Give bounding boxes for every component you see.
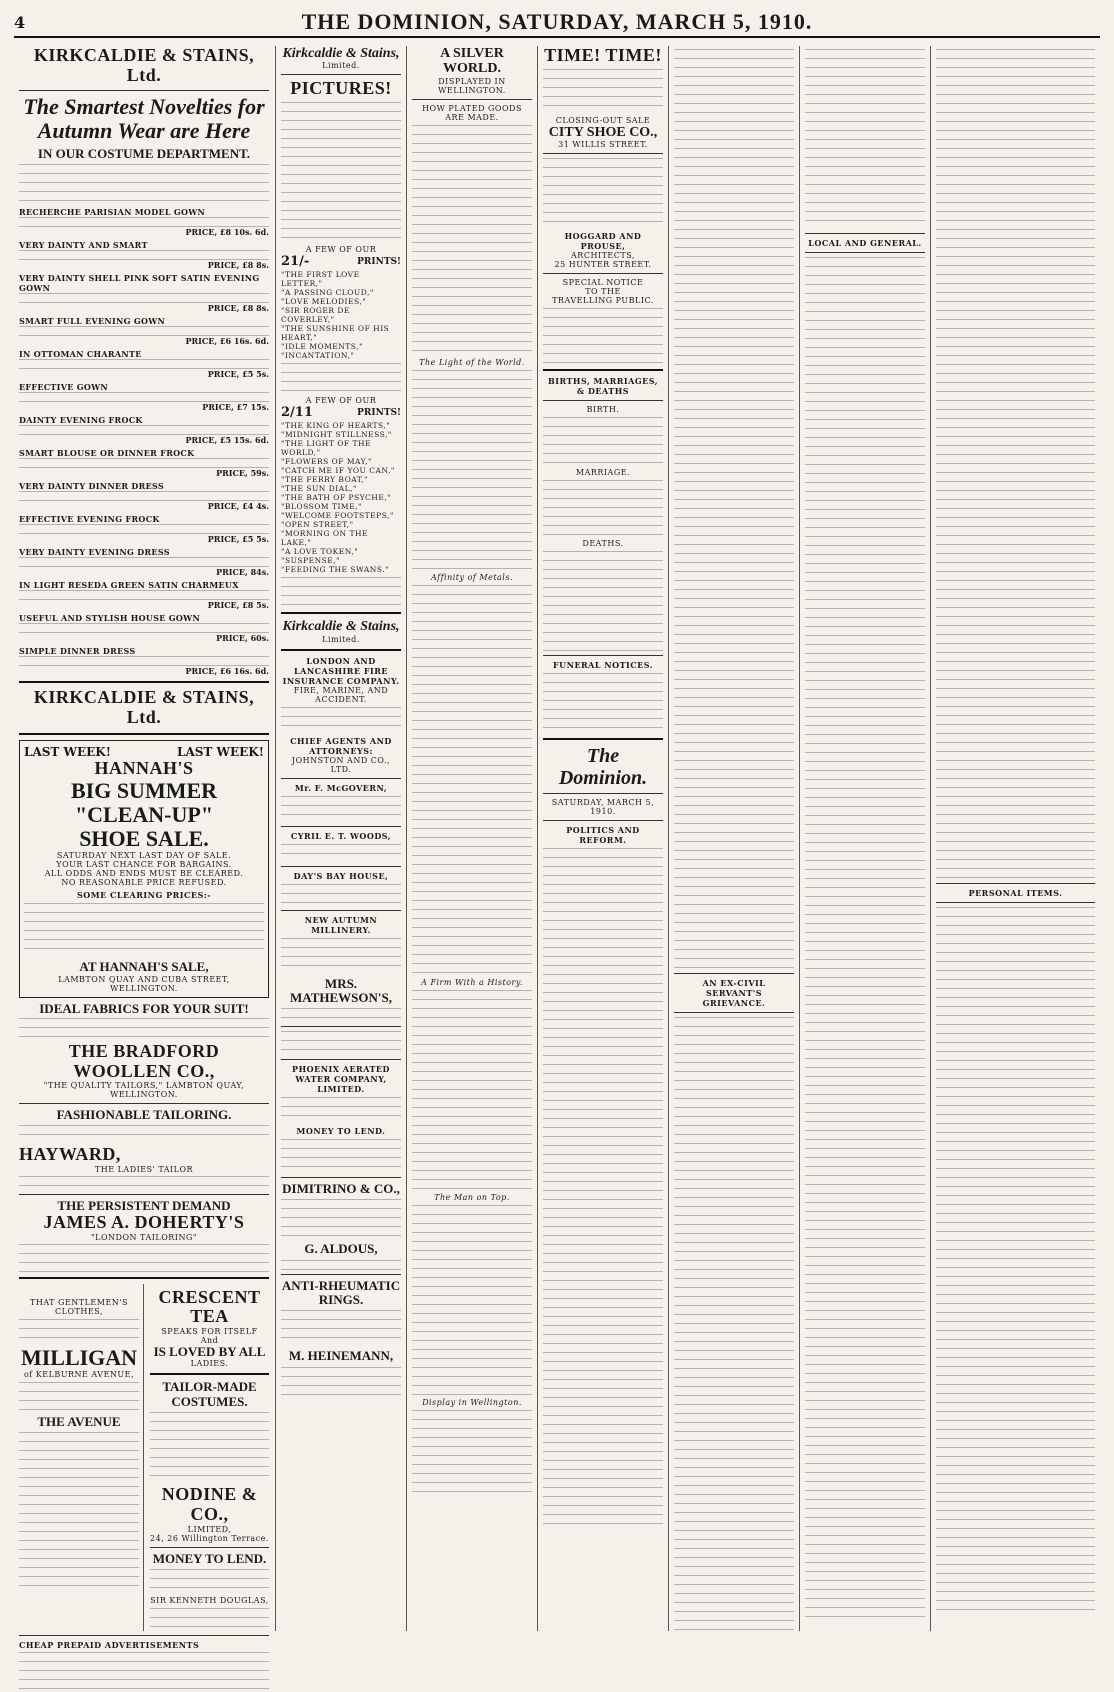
milligan-addr: of KELBURNE AVENUE,	[23, 1369, 135, 1379]
ks-item	[19, 547, 269, 577]
heinemann: M. HEINEMANN,	[288, 1348, 394, 1364]
phoenix: PHOENIX AERATED WATER COMPANY, LIMITED.	[292, 1064, 390, 1095]
hannah-footer: AT HANNAH'S SALE,	[79, 959, 209, 975]
crescent-name: CRESCENT TEA	[158, 1286, 261, 1327]
ks-item	[19, 613, 269, 643]
column-4	[538, 46, 669, 1631]
bmd-head: BIRTHS, MARRIAGES, & DEATHS	[547, 376, 659, 397]
hannah-line2: YOUR LAST CHANCE FOR BARGAINS.	[56, 860, 232, 870]
ks2-limited-2: Limited.	[322, 634, 360, 644]
ks-item-lead: VERY DAINTY SHELL PINK SOFT SATIN EVENING GOWN	[19, 273, 260, 294]
money-name: SIR KENNETH DOUGLAS,	[150, 1595, 269, 1605]
hannah-ad	[19, 740, 269, 998]
silver-sub: DISPLAYED IN WELLINGTON.	[438, 76, 506, 95]
rheumatic: ANTI-RHEUMATIC RINGS.	[281, 1277, 401, 1308]
doherty-name: JAMES A. DOHERTY'S	[43, 1211, 245, 1232]
hannah-prices-head: SOME CLEARING PRICES:-	[76, 890, 212, 901]
days-bay: DAY'S BAY HOUSE,	[293, 870, 389, 881]
silver-s5: Display in Wellington.	[422, 1397, 522, 1407]
money-head: MONEY TO LEND.	[152, 1550, 267, 1566]
insurance-types: FIRE, MARINE, AND ACCIDENT.	[293, 685, 389, 704]
silver-head: A SILVER WORLD.	[440, 46, 504, 77]
ks-brand: KIRKCALDIE & STAINS, Ltd.	[33, 45, 255, 85]
print-title: "FLOWERS OF MAY,"	[281, 457, 372, 467]
hannah-address: LAMBTON QUAY AND CUBA STREET, WELLINGTON.	[58, 974, 230, 993]
crescent-tag: SPEAKS FOR ITSELF	[161, 1327, 258, 1337]
ks-item-lead: RECHERCHE PARISIAN MODEL GOWN	[19, 207, 206, 218]
time-head: TIME! TIME!	[544, 45, 662, 65]
millinery: NEW AUTUMN MILLINERY.	[304, 914, 378, 935]
column-6	[800, 46, 931, 1631]
print-title: "BLOSSOM TIME,"	[281, 502, 362, 512]
print-title: "LOVE MELODIES,"	[281, 297, 367, 307]
silver-s1: The Light of the World.	[419, 357, 525, 367]
hannah-name: HANNAH'S	[94, 757, 194, 778]
marriage-head: MARRIAGE.	[575, 468, 631, 478]
ks-item-price: PRICE, £7 15s.	[202, 402, 269, 413]
crescent-ladies: LADIES.	[190, 1359, 229, 1369]
ks2-brand-2: Kirkcaldie & Stains,	[282, 619, 400, 635]
ks-item-price: PRICE, 60s.	[216, 633, 269, 644]
hannah-last-right: LAST WEEK!	[177, 744, 264, 759]
column-7	[931, 46, 1100, 1631]
insurance-agents-name: JOHNSTON AND CO., LTD.	[291, 755, 391, 774]
dimitrino: DIMITRINO & CO.,	[282, 1181, 400, 1197]
insurance-agents: CHIEF AGENTS AND ATTORNEYS:	[290, 735, 392, 756]
ks-headline: The Smartest Novelties for Autumn Wear are Here	[23, 93, 265, 143]
prints-list-1	[281, 270, 401, 360]
dentist-2: CYRIL E. T. WOODS,	[290, 830, 392, 841]
ks-item-lead: VERY DAINTY EVENING DRESS	[19, 547, 170, 558]
dominion-banner: The Dominion.	[558, 745, 648, 790]
masthead	[14, 8, 1100, 38]
deaths-head: DEATHS.	[582, 539, 624, 549]
prints-211: PRINTS!	[357, 408, 401, 419]
print-title: "A LOVE TOKEN,"	[281, 547, 359, 557]
price-21: 21/-	[281, 254, 310, 270]
mathewson: MRS. MATHEWSON'S,	[290, 975, 392, 1005]
bradford-headline: IDEAL FABRICS FOR YOUR SUIT!	[39, 1000, 249, 1016]
ks-item-price: PRICE, £8 8s.	[207, 303, 269, 314]
ks-item	[19, 448, 269, 478]
architect-addr: 25 HUNTER STREET.	[554, 260, 652, 270]
ks-item-lead: IN OTTOMAN CHARANTE	[19, 349, 142, 360]
print-title: "THE FERRY BOAT,"	[281, 475, 368, 485]
hayward-name: HAYWARD,	[19, 1143, 121, 1164]
print-title: "MIDNIGHT STILLNESS,"	[281, 430, 392, 440]
ks-item	[19, 273, 269, 313]
ks-item-price: PRICE, 59s.	[216, 468, 269, 479]
nodine-name: NODINE & CO.,	[161, 1484, 258, 1524]
ks-brand-2: KIRKCALDIE & STAINS, Ltd.	[33, 687, 255, 728]
ks-item-lead: USEFUL AND STYLISH HOUSE GOWN	[19, 613, 201, 624]
ks-item-price: PRICE, £8 8s.	[207, 260, 269, 271]
ks-item	[19, 349, 269, 379]
ks-item-lead: VERY DAINTY DINNER DRESS	[19, 481, 164, 492]
ks-item-lead: EFFECTIVE EVENING FROCK	[19, 514, 160, 525]
ks-item-price: PRICE, 84s.	[216, 567, 269, 578]
print-title: "THE BATH OF PSYCHE,"	[281, 493, 392, 503]
ks-subhead: IN OUR COSTUME DEPARTMENT.	[37, 145, 251, 161]
city-shoe: CITY SHOE CO.,	[548, 124, 658, 140]
few-1: A FEW OF OUR	[305, 245, 377, 255]
personal-head: PERSONAL ITEMS.	[968, 888, 1063, 898]
ks-item-lead: SMART FULL EVENING GOWN	[19, 316, 166, 327]
special-notice-2: TO THE	[585, 287, 621, 297]
silver-s4: The Man on Top.	[434, 1192, 510, 1202]
print-title: "CATCH ME IF YOU CAN,"	[281, 466, 395, 476]
prints-21: PRINTS!	[357, 257, 401, 268]
print-title: "THE FIRST LOVE LETTER,"	[281, 270, 360, 289]
milligan-lead: THAT GENTLEMEN'S CLOTHES,	[30, 1297, 128, 1316]
bradford-tag: "THE QUALITY TAILORS," LAMBTON QUAY, WELLINGTON.	[43, 1081, 245, 1100]
ks-item-price: PRICE, £6 16s. 6d.	[185, 666, 269, 677]
architect: HOGGARD AND PROUSE,	[564, 231, 642, 252]
doherty-headline: THE PERSISTENT DEMAND	[57, 1197, 231, 1213]
ks-item-price: PRICE, £8 10s. 6d.	[185, 227, 269, 238]
nodine-addr: 24, 26 Willington Terrace.	[150, 1533, 269, 1543]
ks-item-lead: VERY DAINTY AND SMART	[19, 240, 148, 251]
print-title: "MORNING ON THE LAKE,"	[281, 529, 369, 548]
silver-sub2: HOW PLATED GOODS ARE MADE.	[422, 103, 522, 122]
silver-s3: A Firm With a History.	[421, 977, 523, 987]
ks-item	[19, 514, 269, 544]
ks-item	[19, 207, 269, 237]
print-title: "SIR ROGER DE COVERLEY,"	[281, 306, 350, 325]
ks-item	[19, 580, 269, 610]
ks-item	[19, 646, 269, 676]
doherty-tag: "LONDON TAILORING"	[90, 1232, 198, 1242]
ks-item-price: PRICE, £4 4s.	[207, 501, 269, 512]
milligan-ad	[19, 1284, 144, 1631]
milligan-name: MILLIGAN	[20, 1344, 138, 1370]
hayward-tag: THE LADIES' TAILOR	[94, 1164, 194, 1174]
insurance-name: LONDON AND LANCASHIRE FIRE INSURANCE COMPANY.	[282, 655, 400, 686]
silver-s2: Affinity of Metals.	[430, 572, 514, 582]
excivil-head: AN EX-CIVIL SERVANT'S GRIEVANCE.	[702, 978, 766, 1008]
milligan-line: THE AVENUE	[37, 1413, 121, 1429]
ks-items	[19, 207, 269, 676]
hannah-sale: SHOE SALE.	[79, 826, 209, 852]
ks-item	[19, 382, 269, 412]
nodine-limited: LIMITED,	[187, 1524, 232, 1534]
hayward-headline: FASHIONABLE TAILORING.	[56, 1107, 232, 1123]
few-2: A FEW OF OUR	[305, 396, 377, 406]
print-title: "OPEN STREET,"	[281, 520, 354, 530]
cheap-ads: CHEAP PREPAID ADVERTISEMENTS	[19, 1639, 200, 1650]
ks-item	[19, 316, 269, 346]
ks-item-lead: IN LIGHT RESEDA GREEN SATIN CHARMEUX	[19, 580, 239, 591]
ks-item-price: PRICE, £8 5s.	[207, 600, 269, 611]
architect-tag: ARCHITECTS,	[571, 251, 635, 261]
print-title: "SUSPENSE,"	[281, 556, 341, 566]
special-notice: SPECIAL NOTICE	[562, 278, 644, 288]
hannah-last-left: LAST WEEK!	[24, 744, 111, 759]
ks-item-lead: SMART BLOUSE OR DINNER FROCK	[19, 448, 195, 459]
hannah-line3: ALL ODDS AND ENDS MUST BE CLEARED.	[44, 869, 244, 879]
ks-item-price: PRICE, £5 5s.	[207, 534, 269, 545]
dentist-1: Mr. F. McGOVERN,	[294, 782, 388, 793]
city-shoe-addr: 31 WILLIS STREET.	[558, 140, 648, 150]
funeral-head: FUNERAL NOTICES.	[552, 660, 654, 671]
page-number: 4	[14, 12, 26, 32]
print-title: "THE KING OF HEARTS,"	[281, 421, 391, 431]
print-title: "A PASSING CLOUD,"	[281, 288, 374, 298]
money-2: MONEY TO LEND.	[296, 1126, 386, 1137]
page-title: THE DOMINION, SATURDAY, MARCH 5, 1910.	[301, 9, 813, 34]
closing-sale: CLOSING-OUT SALE	[555, 115, 651, 125]
print-title: "THE SUNSHINE OF HIS HEART,"	[281, 324, 390, 343]
column-1	[14, 45, 276, 1650]
prints-list-2	[281, 421, 401, 574]
print-title: "INCANTATION,"	[281, 351, 355, 361]
special-notice-3: TRAVELLING PUBLIC.	[552, 296, 654, 306]
crescent-loved: IS LOVED BY ALL	[153, 1344, 266, 1360]
ks-item-lead: EFFECTIVE GOWN	[19, 382, 109, 393]
ks-item	[19, 240, 269, 270]
ks-item	[19, 481, 269, 511]
ks-item-lead: DAINTY EVENING FROCK	[19, 415, 143, 426]
hannah-line4: NO REASONABLE PRICE REFUSED.	[61, 878, 227, 888]
print-title: "THE SUN DIAL,"	[281, 484, 357, 494]
bradford-name: THE BRADFORD WOOLLEN CO.,	[68, 1040, 220, 1081]
print-title: "IDLE MOMENTS,"	[281, 342, 364, 352]
hannah-headline: BIG SUMMER "CLEAN-UP"	[70, 777, 218, 827]
birth-head: BIRTH.	[586, 405, 620, 415]
ks2-brand: Kirkcaldie & Stains,	[282, 46, 400, 61]
dominion-date: SATURDAY, MARCH 5, 1910.	[551, 798, 655, 817]
ks-item	[19, 415, 269, 445]
ks-item-price: PRICE, £5 5s.	[207, 369, 269, 380]
nodine-head: TAILOR-MADE COSTUMES.	[162, 1379, 257, 1409]
print-title: "WELCOME FOOTSTEPS,"	[281, 511, 394, 521]
print-title: "FEEDING THE SWANS."	[281, 565, 390, 575]
local-head: LOCAL AND GENERAL.	[808, 238, 922, 248]
ks-item-price: PRICE, £5 15s. 6d.	[185, 435, 269, 446]
column-5	[669, 46, 800, 1631]
crescent-and: And	[200, 1336, 219, 1346]
ks-item-price: PRICE, £6 16s. 6d.	[185, 336, 269, 347]
aldous: G. ALDOUS,	[304, 1241, 378, 1257]
price-211: 2/11	[281, 405, 313, 421]
hannah-line1: SATURDAY NEXT LAST DAY OF SALE.	[56, 851, 232, 861]
pictures-head: PICTURES!	[290, 78, 392, 99]
ks2-limited: Limited.	[322, 61, 360, 71]
politics-head: POLITICS AND REFORM.	[566, 825, 640, 846]
column-2	[276, 46, 407, 1631]
print-title: "THE LIGHT OF THE WORLD,"	[281, 439, 371, 458]
column-3	[407, 46, 538, 1631]
ks-item-lead: SIMPLE DINNER DRESS	[19, 646, 136, 657]
